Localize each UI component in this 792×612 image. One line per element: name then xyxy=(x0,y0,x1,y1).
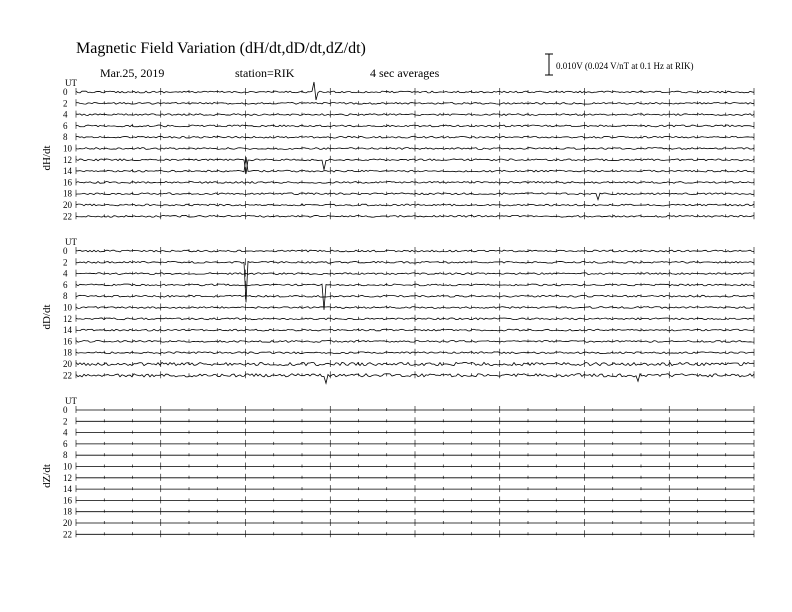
row-label: 10 xyxy=(63,302,72,313)
row-label: 12 xyxy=(63,472,72,483)
row-label: 22 xyxy=(63,370,72,381)
row-label: 6 xyxy=(63,120,68,131)
row-label: 14 xyxy=(63,166,72,177)
row-label: 16 xyxy=(63,177,72,188)
row-label: 4 xyxy=(63,109,68,120)
row-label: 8 xyxy=(63,132,68,143)
row-label: 8 xyxy=(63,291,68,302)
row-label: 0 xyxy=(63,87,68,97)
row-label: 22 xyxy=(63,529,72,540)
row-label: 20 xyxy=(63,359,72,369)
row-label: 4 xyxy=(63,268,68,279)
row-label: 2 xyxy=(63,416,68,427)
panel-dzdt xyxy=(41,396,754,539)
row-label: 22 xyxy=(63,211,72,222)
panel-dhdt xyxy=(41,78,754,221)
row-label: 20 xyxy=(63,200,72,210)
scale-bar xyxy=(545,54,553,75)
row-label: 2 xyxy=(63,98,68,109)
row-label: 18 xyxy=(63,188,72,199)
row-label: 8 xyxy=(63,450,68,461)
row-label: 16 xyxy=(63,336,72,347)
row-label: 16 xyxy=(63,495,72,506)
ut-label: UT xyxy=(65,396,77,406)
panel-dddt xyxy=(41,237,754,383)
row-label: 20 xyxy=(63,518,72,528)
ut-label: UT xyxy=(65,78,77,88)
chart-title: Magnetic Field Variation (dH/dt,dD/dt,dZ/dt) xyxy=(76,40,366,57)
panel-ylabel: dH/dt xyxy=(41,145,53,171)
row-label: 14 xyxy=(63,325,72,336)
row-label: 0 xyxy=(63,246,68,256)
row-label: 10 xyxy=(63,461,72,472)
row-label: 12 xyxy=(63,313,72,324)
row-label: 12 xyxy=(63,154,72,165)
scale-note: 0.010V (0.024 V/nT at 0.1 Hz at RIK) xyxy=(556,61,694,71)
averaging-label: 4 sec averages xyxy=(370,66,440,80)
panel-ylabel: dD/dt xyxy=(41,304,53,330)
panel-ylabel: dZ/dt xyxy=(41,464,53,488)
row-label: 14 xyxy=(63,484,72,495)
row-label: 10 xyxy=(63,143,72,154)
row-label: 6 xyxy=(63,438,68,449)
ut-label: UT xyxy=(65,237,77,247)
row-label: 18 xyxy=(63,506,72,517)
panels xyxy=(41,78,754,539)
date-label: Mar.25, 2019 xyxy=(100,66,165,80)
row-label: 4 xyxy=(63,427,68,438)
row-label: 2 xyxy=(63,257,68,268)
station-label: station=RIK xyxy=(235,66,295,80)
row-label: 6 xyxy=(63,279,68,290)
row-label: 0 xyxy=(63,405,68,415)
row-label: 18 xyxy=(63,347,72,358)
